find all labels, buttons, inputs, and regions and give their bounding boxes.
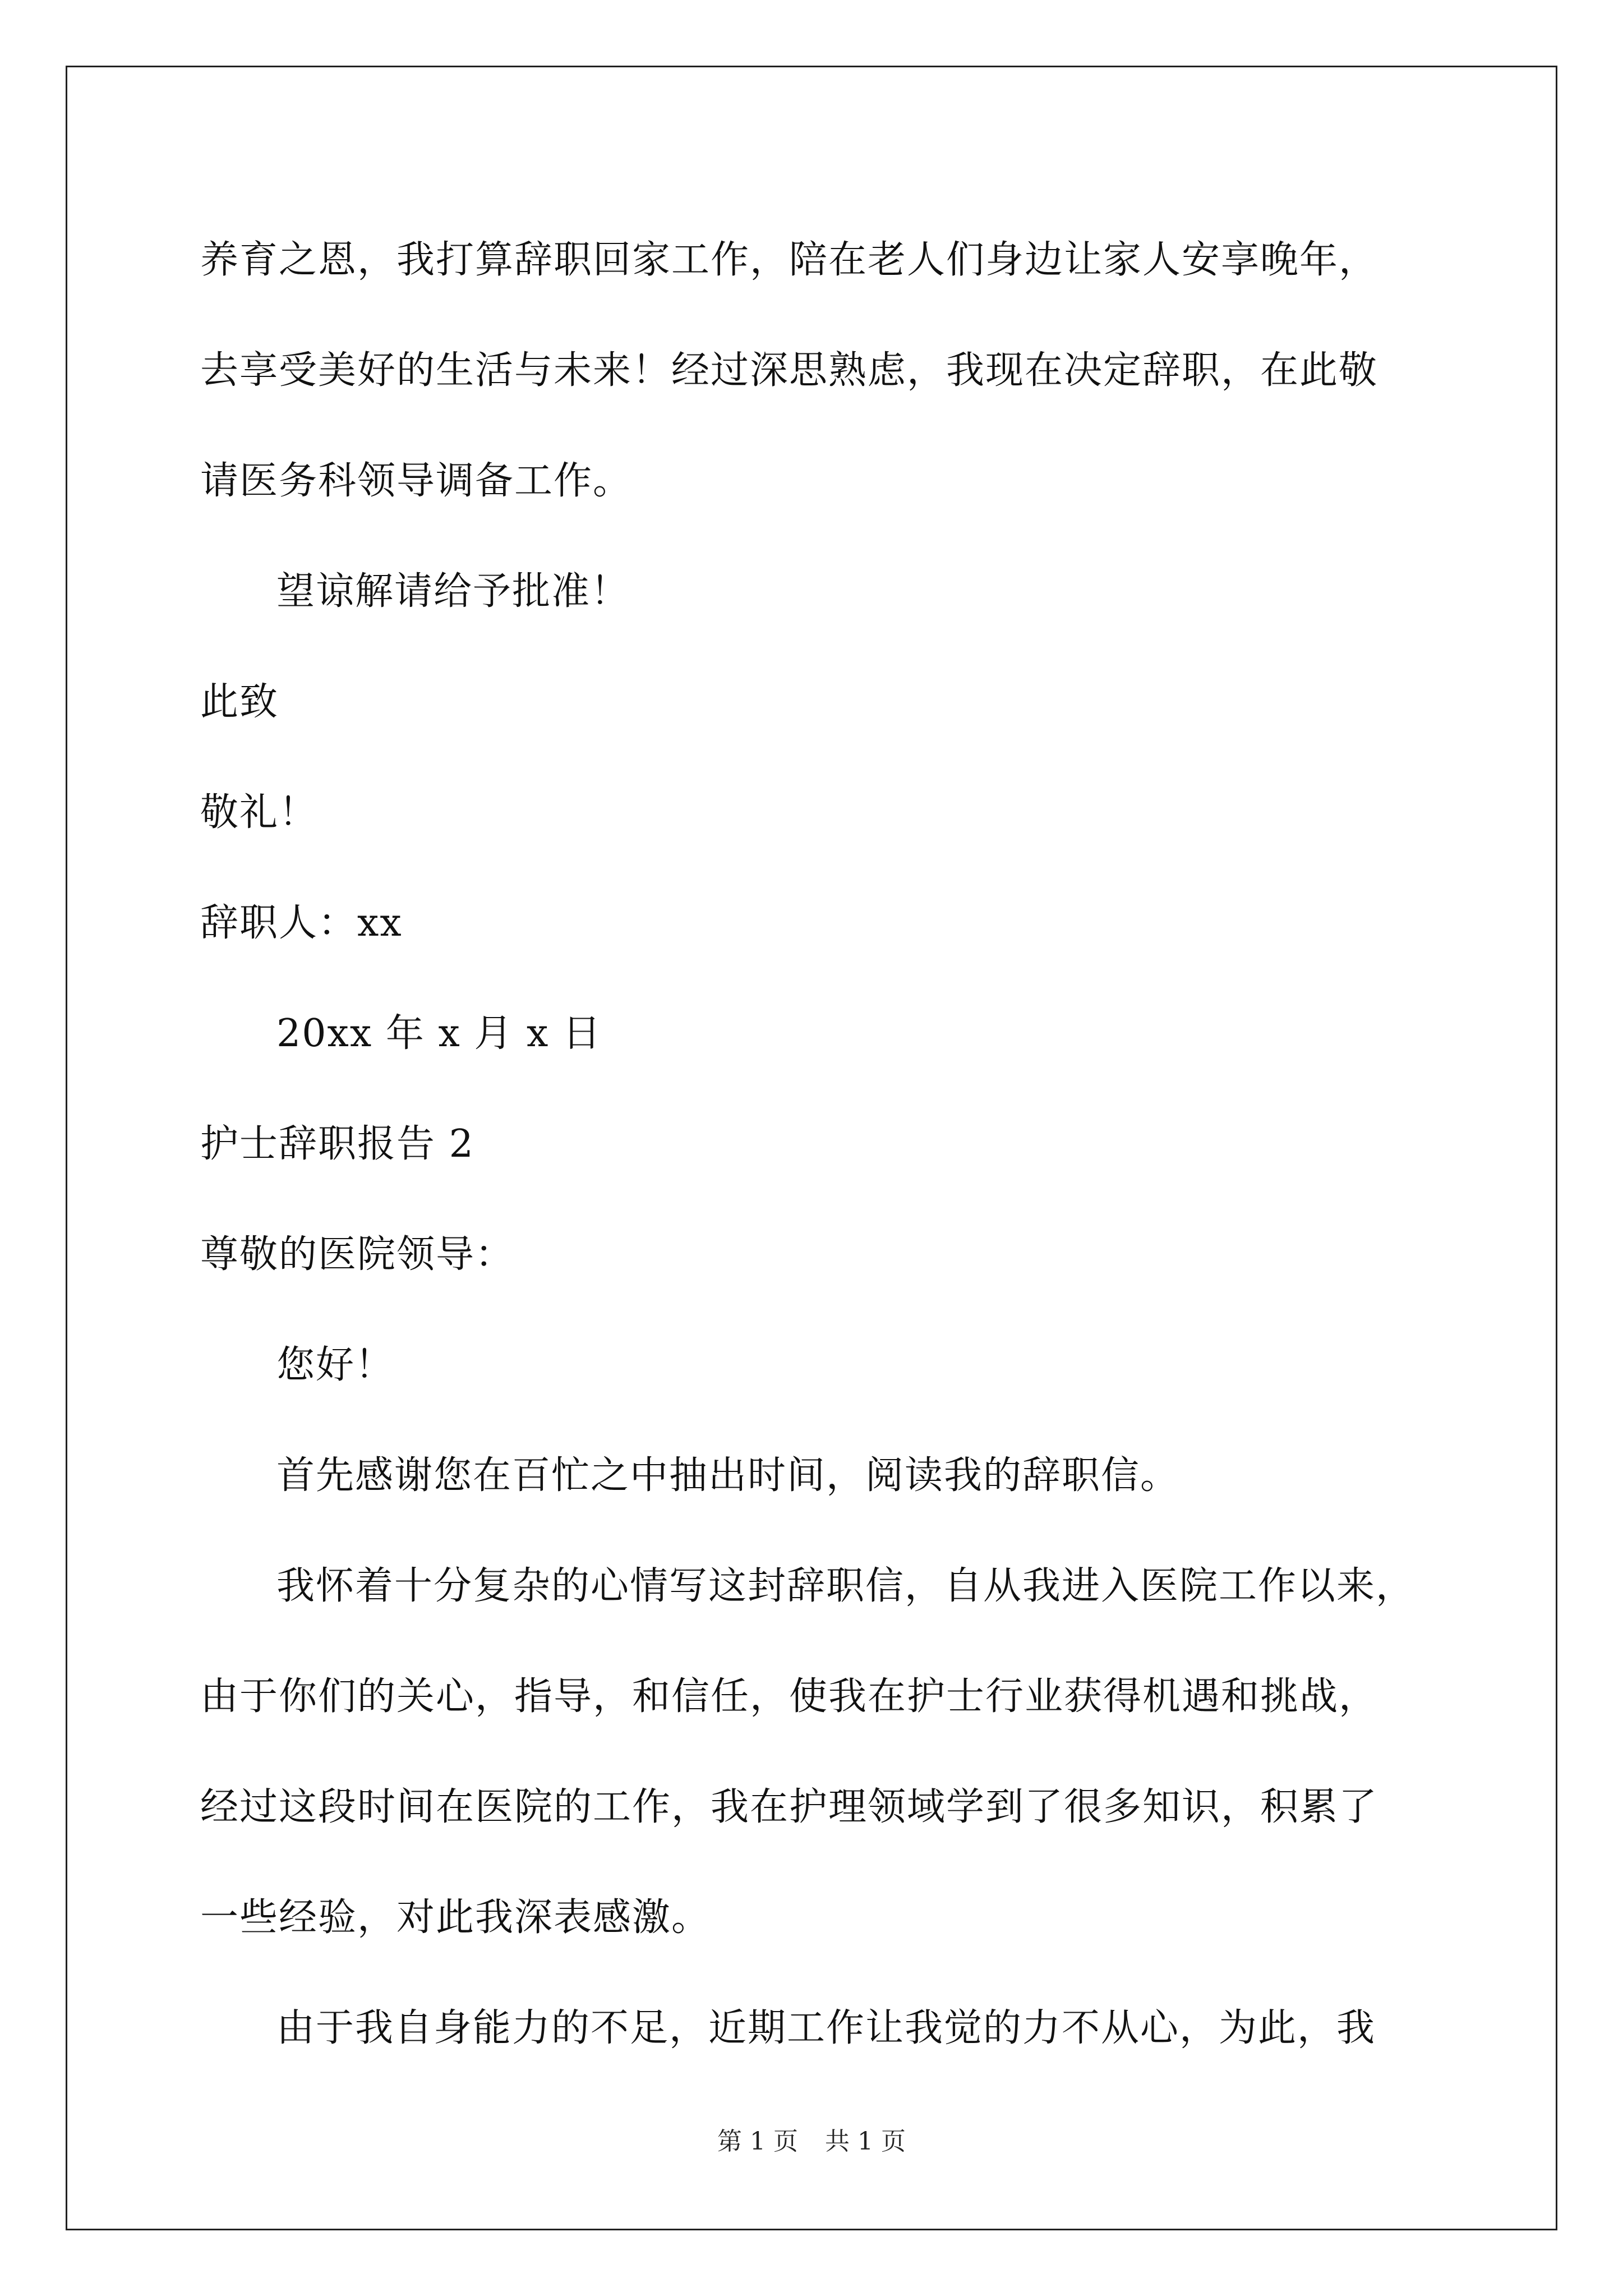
signature-line: 辞职人：xx xyxy=(200,901,403,945)
page-footer xyxy=(0,2125,1623,2159)
text-line: 经过这段时间在医院的工作，我在护理领域学到了很多知识，积累了 xyxy=(200,1785,1378,1829)
greeting-line: 尊敬的医院领导： xyxy=(200,1232,515,1277)
page-total: 共 1 页 xyxy=(825,2127,906,2156)
text-line: 一些经验，对此我深表感激。 xyxy=(200,1895,711,1940)
document-body xyxy=(200,205,1462,2083)
text-line: 望谅解请给予批准！ xyxy=(276,569,630,614)
text-line: 我怀着十分复杂的心情写这封辞职信，自从我进入医院工作以来， xyxy=(276,1564,1415,1608)
page-number: 第 1 页 xyxy=(717,2127,798,2156)
text-line: 请医务科领导调备工作。 xyxy=(200,459,633,503)
text-line: 养育之恩，我打算辞职回家工作，陪在老人们身边让家人安享晚年， xyxy=(200,238,1378,282)
closing-regards: 敬礼！ xyxy=(200,790,319,835)
closing-salutation: 此致 xyxy=(200,680,279,724)
text-line: 由于我自身能力的不足，近期工作让我觉的力不从心，为此，我 xyxy=(276,2006,1376,2050)
text-line: 您好！ xyxy=(276,1343,395,1387)
text-line: 由于你们的关心，指导，和信任，使我在护士行业获得机遇和挑战， xyxy=(200,1674,1378,1719)
date-line: 20xx 年 x 月 x 日 xyxy=(276,1011,602,1056)
text-line: 去享受美好的生活与未来！经过深思熟虑，我现在决定辞职，在此敬 xyxy=(200,348,1378,393)
section-heading: 护士辞职报告 2 xyxy=(200,1122,474,1166)
text-line: 首先感谢您在百忙之中抽出时间，阅读我的辞职信。 xyxy=(276,1453,1180,1498)
